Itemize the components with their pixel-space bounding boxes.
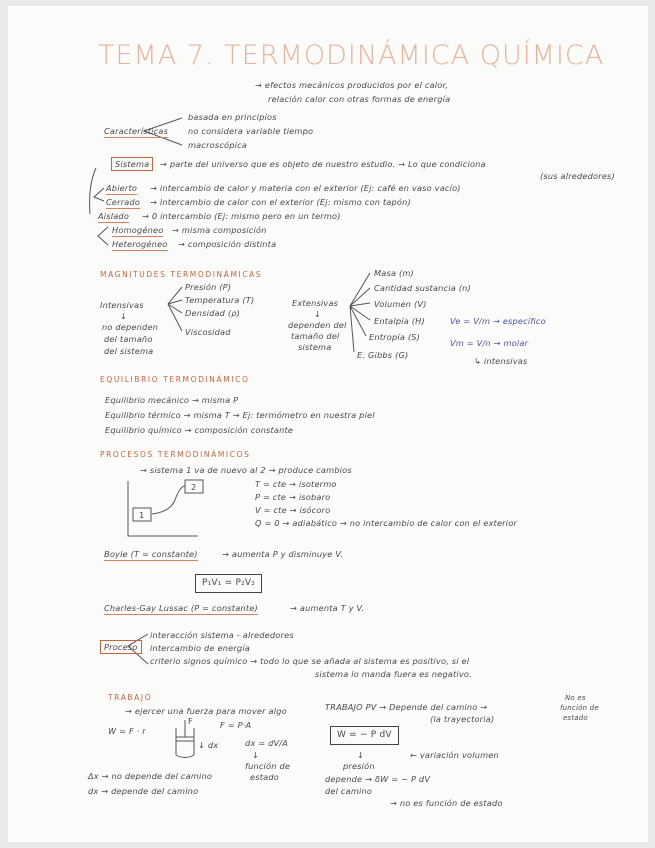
equilibrio-item: Equilibrio mecánico → misma P: [105, 395, 239, 405]
sistema-note: (sus alrededores): [540, 171, 615, 181]
boyle-formula: P₁V₁ = P₂V₂: [195, 574, 262, 593]
tipo-text: → misma composición: [172, 225, 267, 235]
boyle-text: → aumenta P y disminuye V.: [222, 549, 344, 559]
branch-intensivas: [168, 287, 182, 331]
caracteristica-item: basada en principios: [188, 112, 277, 122]
trabajo-w: W = F · r: [108, 726, 146, 736]
intensivas-label: Intensivas: [100, 300, 144, 310]
equilibrio-item: Equilibrio térmico → misma T → Ej: termómetro en nuestra piel: [105, 410, 375, 420]
section-heading-magnitudes: MAGNITUDES TERMODINÁMICAS: [100, 270, 263, 279]
formula-note: ↳ intensivas: [474, 356, 528, 366]
trabajo-estado: estado: [250, 772, 279, 782]
tipo-label: Abierto: [106, 183, 138, 193]
trabajo-noes: → no es función de estado: [390, 798, 503, 808]
extensiva-item: Entalpía (H): [374, 316, 425, 326]
section-heading-equilibrio: EQUILIBRIO TERMODINÁMICO: [100, 375, 250, 384]
extensiva-item: Entropía (S): [369, 332, 421, 342]
intensivas-desc: del tamaño: [104, 334, 153, 344]
trabajo-delta: dx → depende del camino: [88, 786, 199, 796]
proceso-tipo: V = cte → isócoro: [255, 505, 331, 515]
intensiva-item: Presión (P): [185, 282, 232, 292]
tipo-label: Heterogéneo: [112, 239, 168, 249]
bracket-homogeneo: [98, 227, 108, 245]
extensiva-item: E. Gibbs (G): [357, 350, 409, 360]
tipo-label: Homogéneo: [112, 225, 164, 235]
trabajo-presion: ↓: [357, 750, 365, 760]
trabajo-estado: función de: [245, 761, 291, 771]
proceso-tipo: P = cte → isobaro: [255, 492, 331, 502]
graph-label-2: 2: [191, 482, 197, 492]
trabajo-presion: presión: [343, 761, 375, 771]
section-heading-trabajo: TRABAJO: [108, 693, 153, 702]
tipo-text: → intercambio de calor con el exterior (Ej: mismo con tapón): [150, 197, 411, 207]
extensivas-label: Extensivas: [292, 298, 339, 308]
bracket-tipos: [90, 168, 104, 214]
formula-especifico: Ve = V/m → específico: [450, 316, 546, 326]
graph-curve: [152, 486, 185, 514]
graph-label-1: 1: [139, 510, 145, 520]
trabajo-varvol: ← variación volumen: [410, 750, 499, 760]
branch-extensivas: [350, 273, 370, 352]
trabajo-f: F: [188, 716, 193, 726]
extensiva-item: Masa (m): [374, 268, 414, 278]
trabajo-depende: depende → δW = − P dV: [325, 774, 431, 784]
extensivas-arrow: ↓: [314, 309, 322, 319]
section-heading-procesos: PROCESOS TERMODINÁMICOS: [100, 450, 251, 459]
proceso-item: intercambio de energía: [150, 643, 251, 653]
trabajo-trayectoria: (la trayectoria): [430, 714, 495, 724]
extensiva-item: Cantidad sustancia (n): [374, 283, 471, 293]
proceso-tipo: Q = 0 → adiabático → no intercambio de calor con el exterior: [255, 518, 517, 528]
intensivas-desc: no dependen: [102, 322, 159, 332]
trabajo-pv: TRABAJO PV → Depende del camino →: [325, 702, 488, 712]
trabajo-delta: Δx → no depende del camino: [88, 771, 213, 781]
extensivas-desc: dependen del: [288, 320, 347, 330]
extensivas-desc: sistema: [298, 342, 332, 352]
trabajo-intro: → ejercer una fuerza para mover algo: [125, 706, 287, 716]
tipo-label: Aislado: [98, 211, 130, 221]
trabajo-estado: ↓: [252, 750, 260, 760]
tipo-label: Cerrado: [106, 197, 141, 207]
intensivas-arrow: ↓: [120, 311, 128, 321]
trabajo-formula: W = − P dV: [330, 726, 399, 745]
extensiva-item: Volumen (V): [374, 299, 427, 309]
caracteristica-item: macroscópica: [188, 140, 248, 150]
equilibrio-item: Equilibrio químico → composición constante: [105, 425, 294, 435]
charles-label: Charles-Gay Lussac (P = constante): [104, 603, 258, 613]
sistema-label: Sistema: [111, 157, 153, 171]
trabajo-depende: del camino: [325, 786, 373, 796]
intensivas-desc: del sistema: [104, 346, 154, 356]
intro-line: → efectos mecánicos producidos por el calor,: [255, 80, 449, 90]
tipo-text: → intercambio de calor y materia con el exterior (Ej: café en vaso vacío): [150, 183, 461, 193]
trabajo-nofunc: función de: [560, 704, 599, 712]
tipo-text: → composición distinta: [178, 239, 277, 249]
trabajo-nofunc: estado: [563, 714, 588, 722]
trabajo-dx-eq: dx = dV/A: [245, 738, 289, 748]
caracteristicas-label: Características: [104, 126, 169, 136]
formula-molar: Vm = V/n → molar: [450, 338, 529, 348]
intensiva-item: Viscosidad: [185, 327, 231, 337]
procesos-intro: → sistema 1 va de nuevo al 2 → produce cambios: [140, 465, 352, 475]
trabajo-dx: ↓ dx: [198, 740, 219, 750]
trabajo-nofunc: No es: [565, 694, 586, 702]
intensiva-item: Temperatura (T): [185, 295, 255, 305]
page-title: TEMA 7. TERMODINÁMICA QUÍMICA: [98, 40, 605, 71]
proceso-item: criterio signos químico → todo lo que se añada al sistema es positivo, si el: [150, 656, 470, 666]
charles-text: → aumenta T y V.: [290, 603, 365, 613]
trabajo-fpa: F = P·A: [220, 720, 252, 730]
proceso-label: Proceso: [100, 640, 142, 654]
boyle-label: Boyle (T = constante): [104, 549, 198, 559]
proceso-tipo: T = cte → isotermo: [255, 479, 337, 489]
sistema-definition: → parte del universo que es objeto de nuestro estudio. → Lo que condiciona: [160, 159, 486, 169]
caracteristica-item: no considera variable tiempo: [188, 126, 314, 136]
intro-line: relación calor con otras formas de energía: [268, 94, 451, 104]
extensivas-desc: tamaño del: [291, 331, 340, 341]
intensiva-item: Densidad (ρ): [185, 308, 241, 318]
proceso-item: interacción sistema - alrededores: [150, 630, 294, 640]
tipo-text: → 0 intercambio (Ej: mismo pero en un termo): [142, 211, 341, 221]
proceso-item: sistema lo manda fuera es negativo.: [315, 669, 472, 679]
